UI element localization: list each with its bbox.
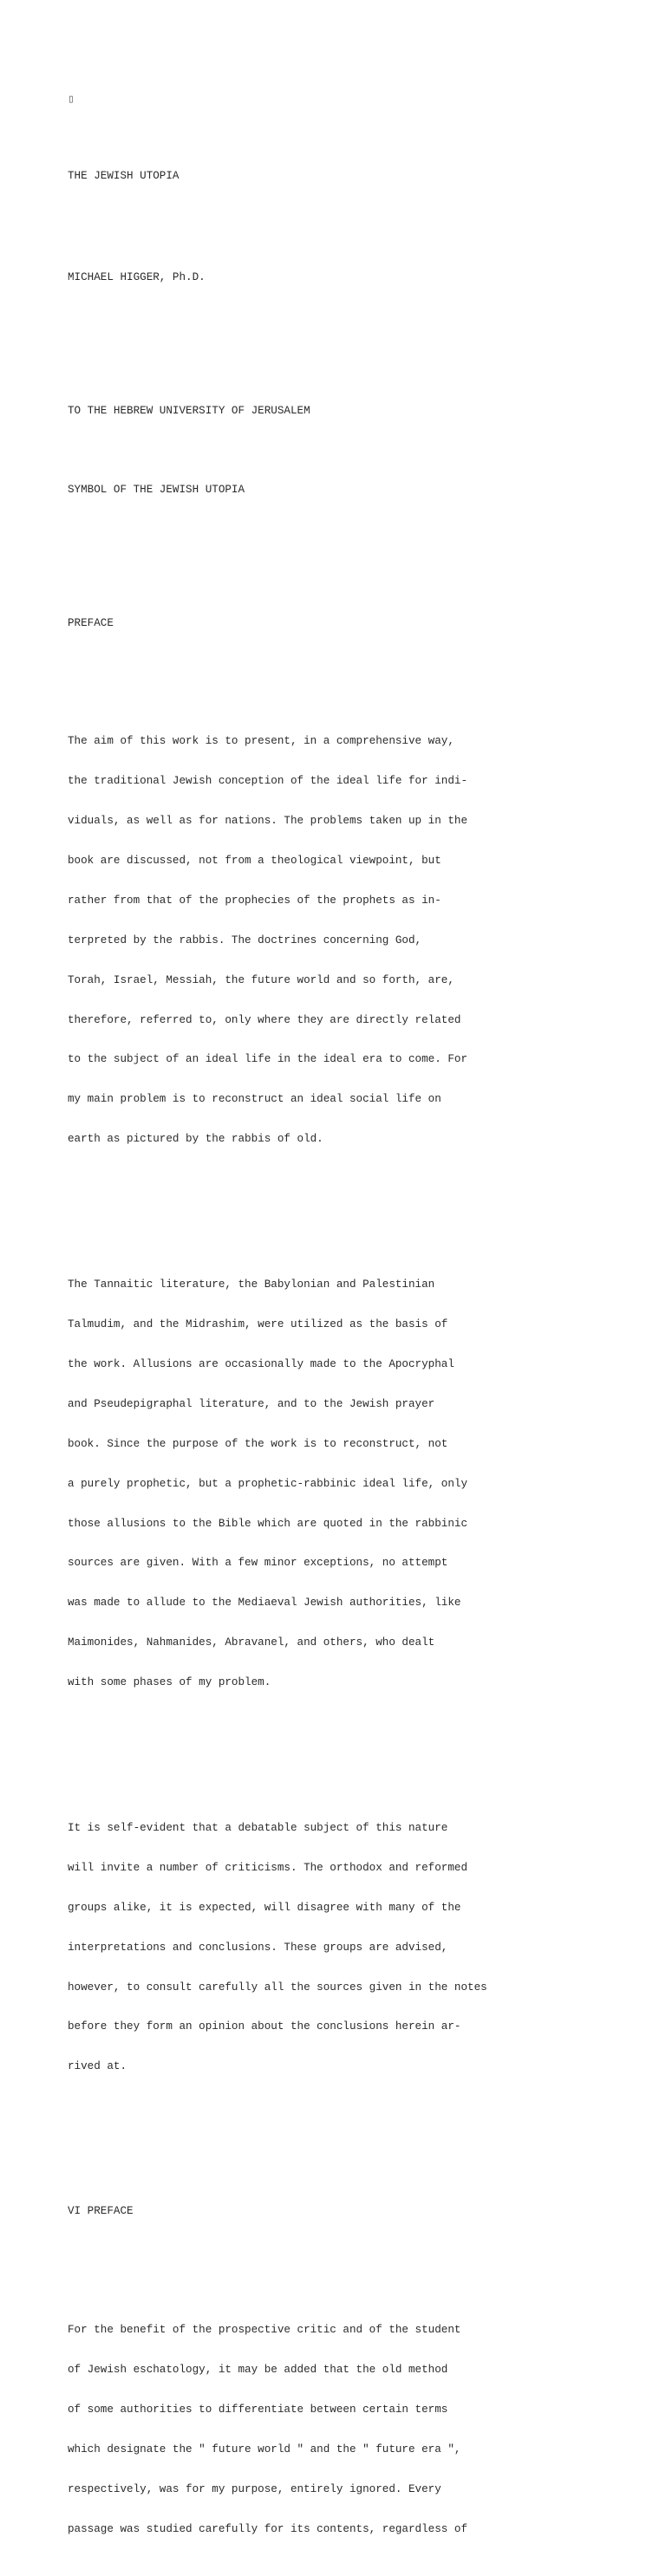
dedication-line: TO THE HEBREW UNIVERSITY OF JERUSALEM <box>68 405 310 418</box>
text-line: to the subject of an ideal life in the ideal era to come. For <box>68 1053 468 1066</box>
text-line: therefore, referred to, only where they are directly related <box>68 1013 461 1026</box>
paragraph-4 <box>68 2298 657 2563</box>
text-line: book. Since the purpose of the work is to reconstruct, not <box>68 1437 448 1450</box>
text-line: For the benefit of the prospective critic and of the student <box>68 2324 461 2337</box>
text-line: The Tannaitic literature, the Babylonian and Palestinian <box>68 1278 435 1291</box>
missing-glyph-icon: ▯ <box>68 92 75 106</box>
text-line: which designate the " future world " and the " future era ", <box>68 2443 461 2456</box>
running-head: VI PREFACE <box>68 2204 134 2217</box>
text-line: and Pseudepigraphal literature, and to the Jewish prayer <box>68 1397 435 1410</box>
text-line: however, to consult carefully all the sources given in the notes <box>68 1981 487 1994</box>
preface-heading: PREFACE <box>68 616 114 629</box>
text-line: Torah, Israel, Messiah, the future world and so forth, are, <box>68 973 454 986</box>
text-line: the work. Allusions are occasionally made to the Apocryphal <box>68 1357 454 1370</box>
text-line: terpreted by the rabbis. The doctrines concerning God, <box>68 933 422 946</box>
text-line: with some phases of my problem. <box>68 1676 271 1689</box>
document-page <box>68 66 657 2576</box>
dedication <box>68 379 657 524</box>
text-line: earth as pictured by the rabbis of old. <box>68 1133 323 1146</box>
text-line: It is self-evident that a debatable subject of this nature <box>68 1822 448 1835</box>
text-line: was made to allude to the Mediaeval Jewish authorities, like <box>68 1597 461 1610</box>
text-line: before they form an opinion about the conclusions herein ar- <box>68 2020 461 2033</box>
text-line: of some authorities to differentiate between certain terms <box>68 2403 448 2416</box>
text-line: The aim of this work is to present, in a comprehensive way, <box>68 735 454 748</box>
text-line: the traditional Jewish conception of the ideal life for indi- <box>68 775 468 788</box>
text-line: of Jewish eschatology, it may be added that the old method <box>68 2364 448 2377</box>
text-line: rived at. <box>68 2060 127 2073</box>
author-name: MICHAEL HIGGER, Ph.D. <box>68 271 206 284</box>
paragraph-1 <box>68 709 657 1173</box>
text-line: a purely prophetic, but a prophetic-rabbinic ideal life, only <box>68 1477 468 1490</box>
text-line: will invite a number of criticisms. The orthodox and reformed <box>68 1861 468 1874</box>
text-line: book are discussed, not from a theological viewpoint, but <box>68 854 441 867</box>
text-line: passage was studied carefully for its contents, regardless of <box>68 2522 468 2535</box>
text-line: Talmudim, and the Midrashim, were utilized as the basis of <box>68 1318 448 1331</box>
text-line: viduals, as well as for nations. The problems taken up in the <box>68 815 468 828</box>
book-title: THE JEWISH UTOPIA <box>68 169 180 182</box>
text-line: interpretations and conclusions. These groups are advised, <box>68 1941 448 1954</box>
dedication-line: SYMBOL OF THE JEWISH UTOPIA <box>68 483 245 496</box>
paragraph-3 <box>68 1795 657 2100</box>
text-line: Maimonides, Nahmanides, Abravanel, and others, who dealt <box>68 1636 435 1649</box>
text-line: sources are given. With a few minor exceptions, no attempt <box>68 1557 448 1570</box>
text-line: respectively, was for my purpose, entirely ignored. Every <box>68 2482 441 2495</box>
text-line: groups alike, it is expected, will disagree with many of the <box>68 1901 461 1914</box>
text-line: rather from that of the prophecies of the prophets as in- <box>68 894 441 907</box>
text-line: those allusions to the Bible which are quoted in the rabbinic <box>68 1517 468 1530</box>
paragraph-2 <box>68 1252 657 1716</box>
text-line: my main problem is to reconstruct an ideal social life on <box>68 1093 441 1106</box>
